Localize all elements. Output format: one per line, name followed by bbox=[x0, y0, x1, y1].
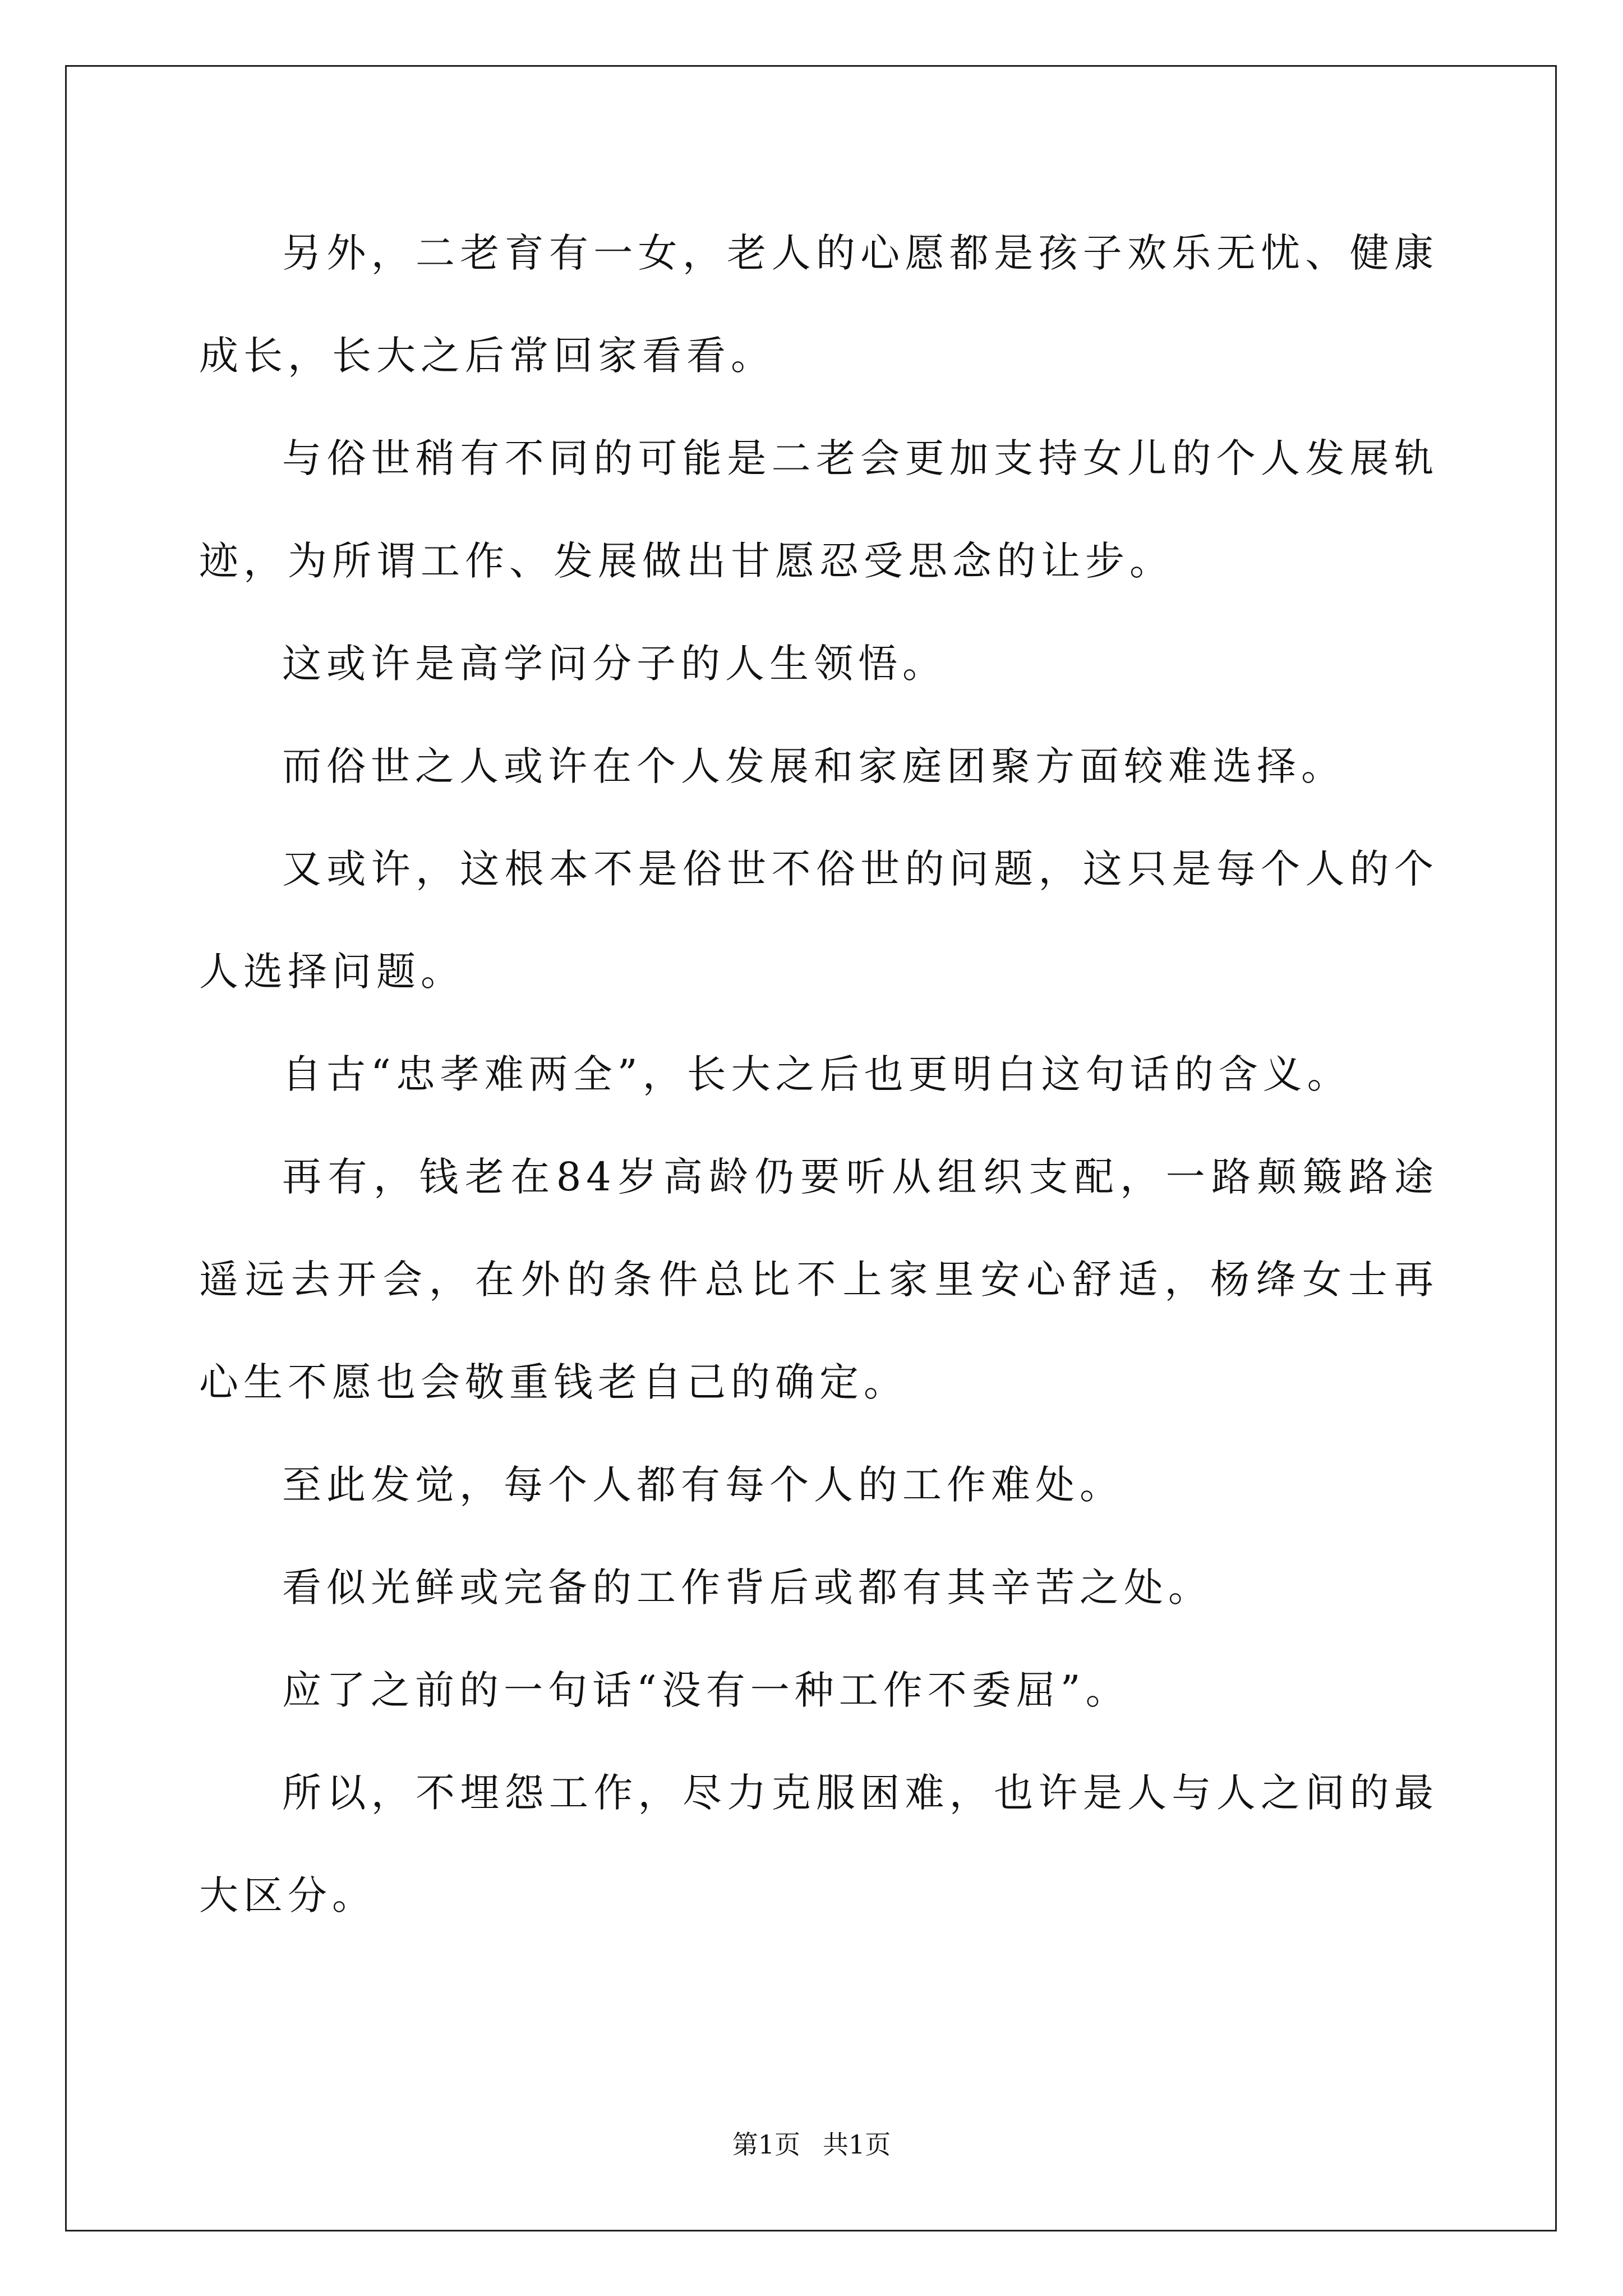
paragraph: 又或许，这根本不是俗世不俗世的问题，这只是每个人的个人选择问题。 bbox=[199, 846, 1438, 995]
paragraph: 自古“忠孝难两全”，长大之后也更明白这句话的含义。 bbox=[282, 1051, 1352, 1097]
page-total: 共1页 bbox=[823, 2129, 891, 2160]
paragraph: 与俗世稍有不同的可能是二老会更加支持女儿的个人发展轨迹，为所谓工作、发展做出甘愿忍受思念的让步。 bbox=[199, 435, 1438, 584]
paragraph: 而俗世之人或许在个人发展和家庭团聚方面较难选择。 bbox=[282, 743, 1345, 789]
paragraph: 所以，不埋怨工作，尽力克服困难，也许是人与人之间的最大区分。 bbox=[199, 1770, 1438, 1918]
paragraph: 另外，二老育有一女，老人的心愿都是孩子欢乐无忧、健康成长，长大之后常回家看看。 bbox=[199, 230, 1438, 379]
page-number: 第1页 bbox=[732, 2129, 800, 2160]
document-body bbox=[199, 202, 1438, 1947]
page-footer bbox=[0, 2129, 1623, 2160]
paragraph: 再有，钱老在84岁高龄仍要听从组织支配，一路颠簸路途遥远去开会，在外的条件总比不上家里安心舒适，杨绛女士再心生不愿也会敬重钱老自己的确定。 bbox=[199, 1154, 1438, 1405]
paragraph: 看似光鲜或完备的工作背后或都有其辛苦之处。 bbox=[282, 1565, 1212, 1611]
paragraph: 这或许是高学问分子的人生领悟。 bbox=[282, 641, 947, 687]
paragraph: 应了之前的一句话“没有一种工作不委屈”。 bbox=[282, 1667, 1130, 1713]
paragraph: 至此发觉，每个人都有每个人的工作难处。 bbox=[282, 1462, 1124, 1508]
